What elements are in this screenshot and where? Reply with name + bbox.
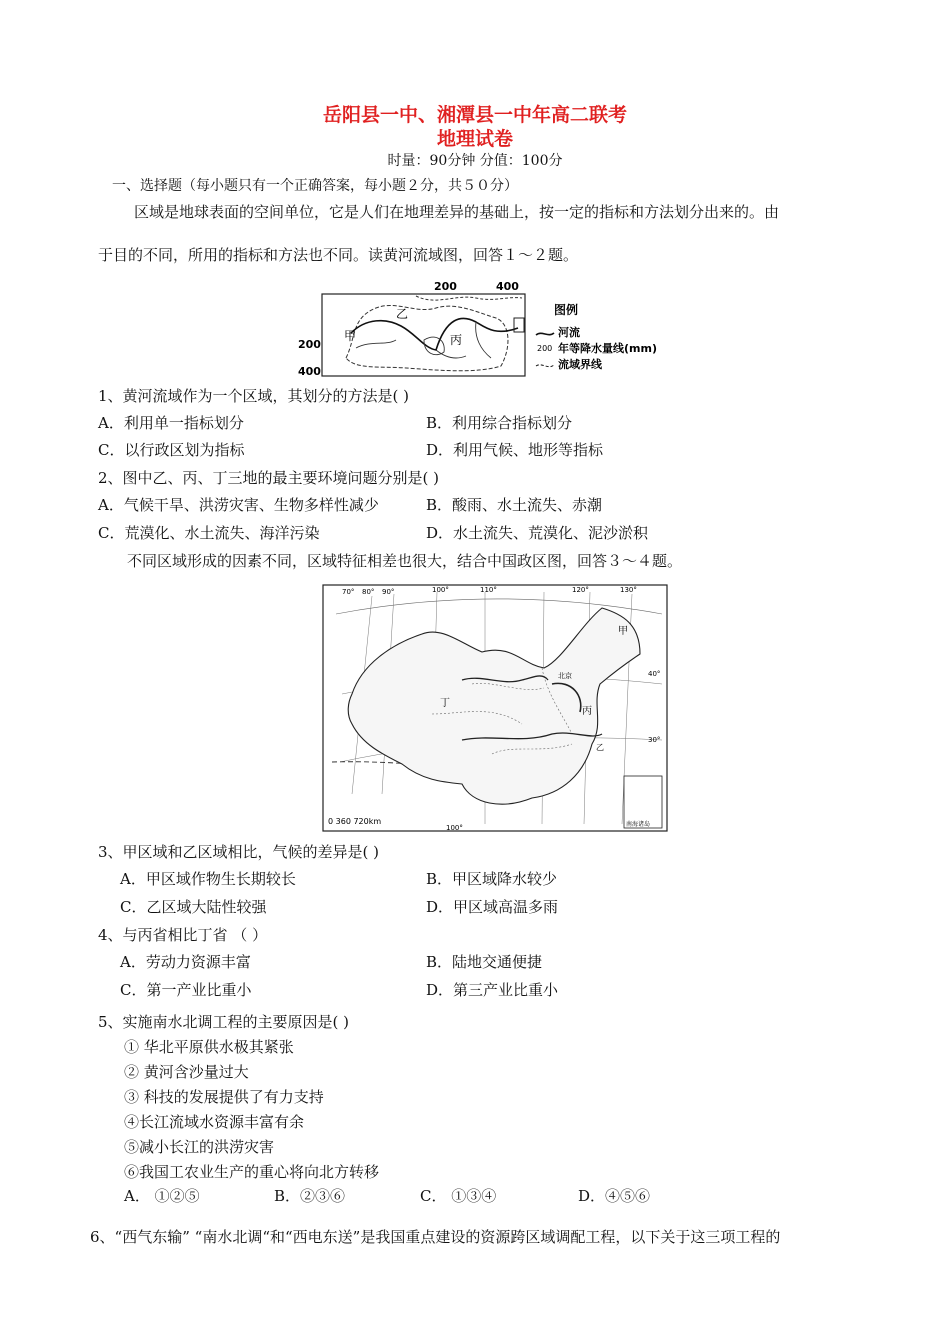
q5-stem: 5、实施南水北调工程的主要原因是( ) — [98, 1013, 350, 1031]
map2-label-beijing: 北京 — [558, 672, 572, 680]
q4-option-a[interactable]: A．劳动力资源丰富 — [120, 953, 251, 971]
q2-option-b[interactable]: B．酸雨、水土流失、赤潮 — [426, 496, 603, 514]
label-400-left: 400 — [298, 365, 321, 378]
lat-40: 40° — [648, 670, 661, 678]
lon-80a: 80° — [362, 588, 375, 596]
inset-label: 南海诸岛 — [626, 821, 651, 828]
label-400-top: 400 — [496, 280, 519, 293]
q6-stem: 6、“西气东输” “南水北调“和“西电东送”是我国重点建设的资源跨区域调配工程，以下关于这三项工程的 — [90, 1228, 781, 1246]
q2-option-d[interactable]: D．水土流失、荒漠化、泥沙淤积 — [426, 524, 649, 542]
q5-item-1: ① 华北平原供水极其紧张 — [124, 1038, 294, 1056]
intro-line-2: 于目的不同，所用的指标和方法也不同。读黄河流域图，回答１～２题。 — [98, 246, 579, 264]
q5-option-a[interactable]: A． ①②⑤ — [124, 1187, 200, 1205]
q4-option-c[interactable]: C．第一产业比重小 — [120, 981, 252, 999]
china-map — [322, 584, 668, 832]
map2-label-jia: 甲 — [618, 626, 628, 637]
lon-bottom-100: 100° — [446, 824, 463, 832]
lat-30: 30° — [648, 736, 661, 744]
q5-item-6: ⑥我国工农业生产的重心将向北方转移 — [124, 1163, 380, 1181]
q2-option-a[interactable]: A．气候干旱、洪涝灾害、生物多样性减少 — [98, 496, 379, 514]
legend-isohyet-num: 200 — [537, 344, 553, 353]
lon-110: 110° — [480, 586, 497, 594]
label-200-top: 200 — [434, 280, 457, 293]
q3-option-b[interactable]: B．甲区域降水较少 — [426, 870, 558, 888]
map2-scale: 0 360 720km — [328, 817, 382, 826]
legend-river: 河流 — [558, 326, 580, 339]
legend-boundary: 流域界线 — [558, 358, 602, 371]
lon-80b: 90° — [382, 588, 395, 596]
q2-stem: 2、图中乙、丙、丁三地的最主要环境问题分别是( ) — [98, 469, 440, 487]
q5-item-2: ② 黄河含沙量过大 — [124, 1063, 249, 1081]
exam-subtitle: 地理试卷 — [436, 128, 513, 150]
intro-q3-4: 不同区域形成的因素不同，区域特征相差也很大，结合中国政区图，回答３～４题。 — [127, 552, 683, 570]
label-yi: 乙 — [396, 307, 409, 321]
q4-stem: 4、与丙省相比丁省 （ ） — [98, 926, 268, 944]
map2-label-bing: 丙 — [582, 706, 592, 717]
q1-stem: 1、黄河流域作为一个区域，其划分的方法是( ) — [98, 387, 410, 405]
q1-option-c[interactable]: C．以行政区划为指标 — [98, 441, 245, 459]
q5-item-5: ⑤减小长江的洪涝灾害 — [124, 1138, 275, 1156]
q3-option-c[interactable]: C．乙区域大陆性较强 — [120, 898, 267, 916]
exam-title: 岳阳县一中、湘潭县一中年高二联考 — [322, 104, 627, 126]
lon-70: 70° — [342, 588, 355, 596]
intro-line-1: 区域是地球表面的空间单位，它是人们在地理差异的基础上，按一定的指标和方法划分出来的。由 — [134, 203, 780, 221]
yellow-river-line — [351, 318, 518, 350]
label-jia: 甲 — [344, 329, 357, 343]
q5-item-3: ③ 科技的发展提供了有力支持 — [124, 1088, 324, 1106]
yellow-river-map — [296, 278, 686, 386]
q3-stem: 3、甲区域和乙区域相比，气候的差异是( ) — [98, 843, 380, 861]
lon-130: 130° — [620, 586, 637, 594]
map1-edge-box — [514, 318, 524, 332]
q4-option-d[interactable]: D．第三产业比重小 — [426, 981, 559, 999]
label-200-left: 200 — [298, 338, 321, 351]
q4-option-b[interactable]: B．陆地交通便捷 — [426, 953, 543, 971]
label-bing: 丙 — [450, 333, 463, 347]
q2-option-c[interactable]: C．荒漠化、水土流失、海洋污染 — [98, 524, 320, 542]
q5-option-b[interactable]: B．②③⑥ — [274, 1187, 346, 1205]
legend-boundary-symbol — [536, 365, 554, 367]
q5-option-c[interactable]: C． ①③④ — [420, 1187, 497, 1205]
legend-title: 图例 — [554, 303, 579, 317]
isohyet-line — [416, 296, 522, 300]
exam-meta: 时量：90分钟 分值：100分 — [387, 153, 563, 169]
q5-item-4: ④长江流域水资源丰富有余 — [124, 1113, 305, 1131]
q1-option-d[interactable]: D．利用气候、地形等指标 — [426, 441, 604, 459]
q1-option-a[interactable]: A．利用单一指标划分 — [98, 414, 244, 432]
q5-option-d[interactable]: D．④⑤⑥ — [578, 1187, 651, 1205]
section-heading: 一、选择题（每小题只有一个正确答案，每小题２分，共５０分） — [112, 178, 518, 194]
map2-label-yi: 乙 — [596, 743, 604, 752]
legend-isohyet: 年等降水量线(mm) — [558, 342, 657, 355]
q1-option-b[interactable]: B．利用综合指标划分 — [426, 414, 573, 432]
tributary-lines — [356, 322, 491, 358]
lon-100: 100° — [432, 586, 449, 594]
q3-option-d[interactable]: D．甲区域高温多雨 — [426, 898, 559, 916]
lon-120: 120° — [572, 586, 589, 594]
map2-label-ding: 丁 — [440, 698, 450, 709]
legend-river-symbol — [536, 333, 554, 335]
q3-option-a[interactable]: A．甲区域作物生长期较长 — [120, 870, 296, 888]
